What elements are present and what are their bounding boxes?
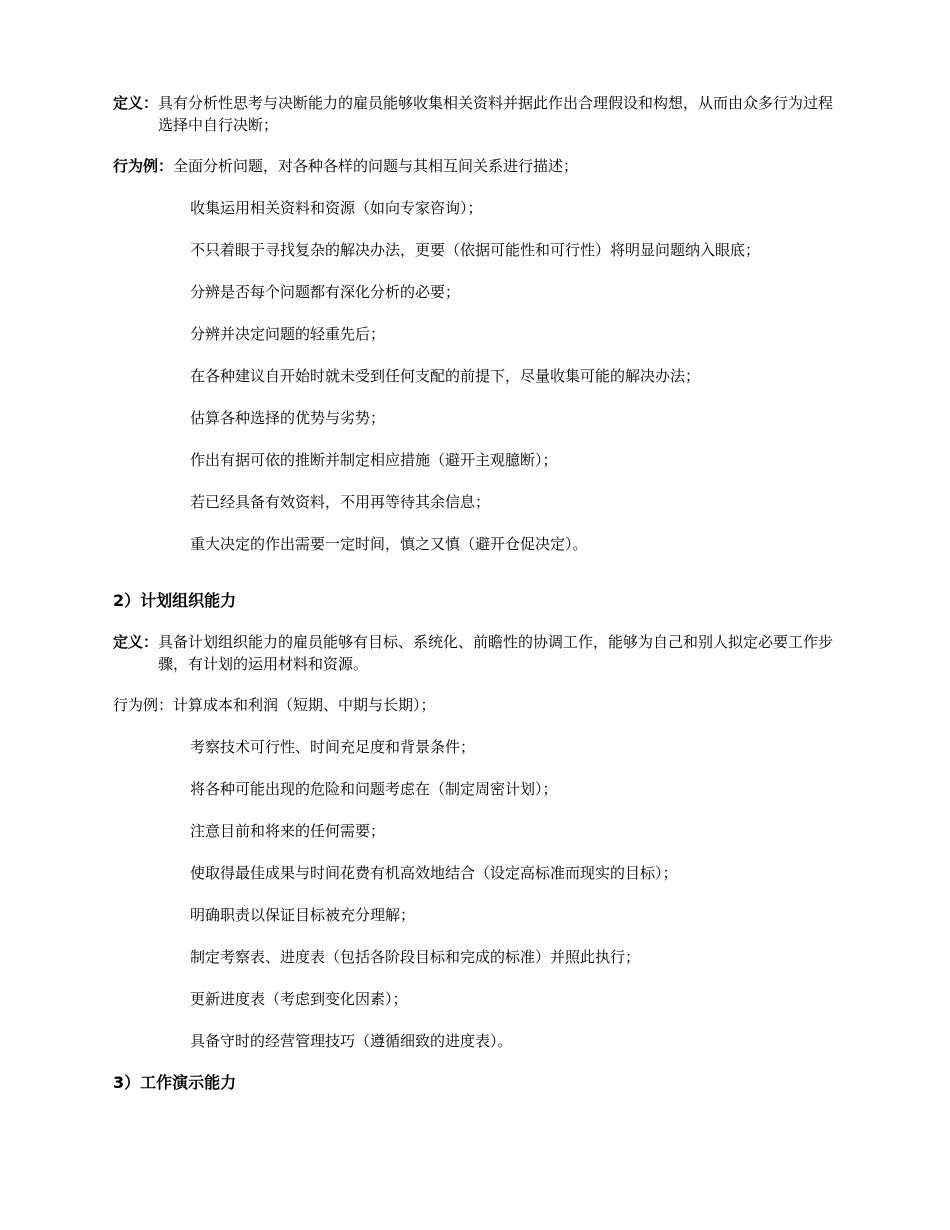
section2-definition: [113, 631, 843, 675]
section1-examples-first: [113, 155, 843, 177]
section2-heading: 2）计划组织能力: [113, 591, 237, 610]
example-item: 不只着眼于寻找复杂的解决办法，更要（依据可能性和可行性）将明显问题纳入眼底；: [190, 241, 761, 259]
example-item: 明确职责以保证目标被充分理解；: [190, 906, 416, 924]
example-item: 在各种建议自开始时就未受到任何支配的前提下，尽量收集可能的解决办法；: [190, 367, 701, 385]
example-item: 作出有据可依的推断并制定相应措施（避开主观臆断）；: [190, 451, 558, 469]
example-item: 计算成本和利润（短期、中期与长期）；: [173, 696, 436, 714]
example-item: 估算各种选择的优势与劣势；: [190, 409, 386, 427]
example-item: 更新进度表（考虑到变化因素）；: [190, 990, 408, 1008]
example-item: 分辨并决定问题的轻重先后；: [190, 325, 386, 343]
example-item: 考察技术可行性、时间充足度和背景条件；: [190, 738, 476, 756]
example-item: 若已经具备有效资料，不用再等待其余信息；: [190, 493, 491, 511]
example-item: 重大决定的作出需要一定时间，慎之又慎（避开仓促决定）。: [190, 535, 588, 553]
definition-label: 定义：: [113, 633, 159, 651]
definition-text: 具备计划组织能力的雇员能够有目标、系统化、前瞻性的协调工作，能够为自己和别人拟定必要工作步骤，有计划的运用材料和资源。: [158, 633, 834, 673]
example-item: 使取得最佳成果与时间花费有机高效地结合（设定高标准而现实的目标）；: [190, 864, 678, 882]
example-item: 制定考察表、进度表（包括各阶段目标和完成的标准）并照此执行；: [190, 948, 641, 966]
section3-heading: 3）工作演示能力: [113, 1073, 237, 1092]
definition-label: 定义：: [113, 94, 159, 112]
example-item: 具备守时的经营管理技巧（遵循细致的进度表）。: [190, 1032, 513, 1050]
example-item: 分辨是否每个问题都有深化分析的必要；: [190, 283, 461, 301]
examples-label: 行为例：: [113, 157, 174, 175]
example-item: 全面分析问题，对各种各样的问题与其相互间关系进行描述；: [173, 157, 579, 175]
section1-definition: [113, 92, 843, 136]
examples-label: 行为例：: [113, 696, 174, 714]
section2-examples-first: [113, 694, 843, 716]
example-item: 将各种可能出现的危险和问题考虑在（制定周密计划）；: [190, 780, 558, 798]
definition-text: 具有分析性思考与决断能力的雇员能够收集相关资料并据此作出合理假设和构想，从而由众多行为过程选择中自行决断；: [158, 94, 834, 134]
document-page: [113, 92, 843, 1113]
example-item: 收集运用相关资料和资源（如向专家咨询）；: [190, 199, 483, 217]
example-item: 注意目前和将来的任何需要；: [190, 822, 386, 840]
